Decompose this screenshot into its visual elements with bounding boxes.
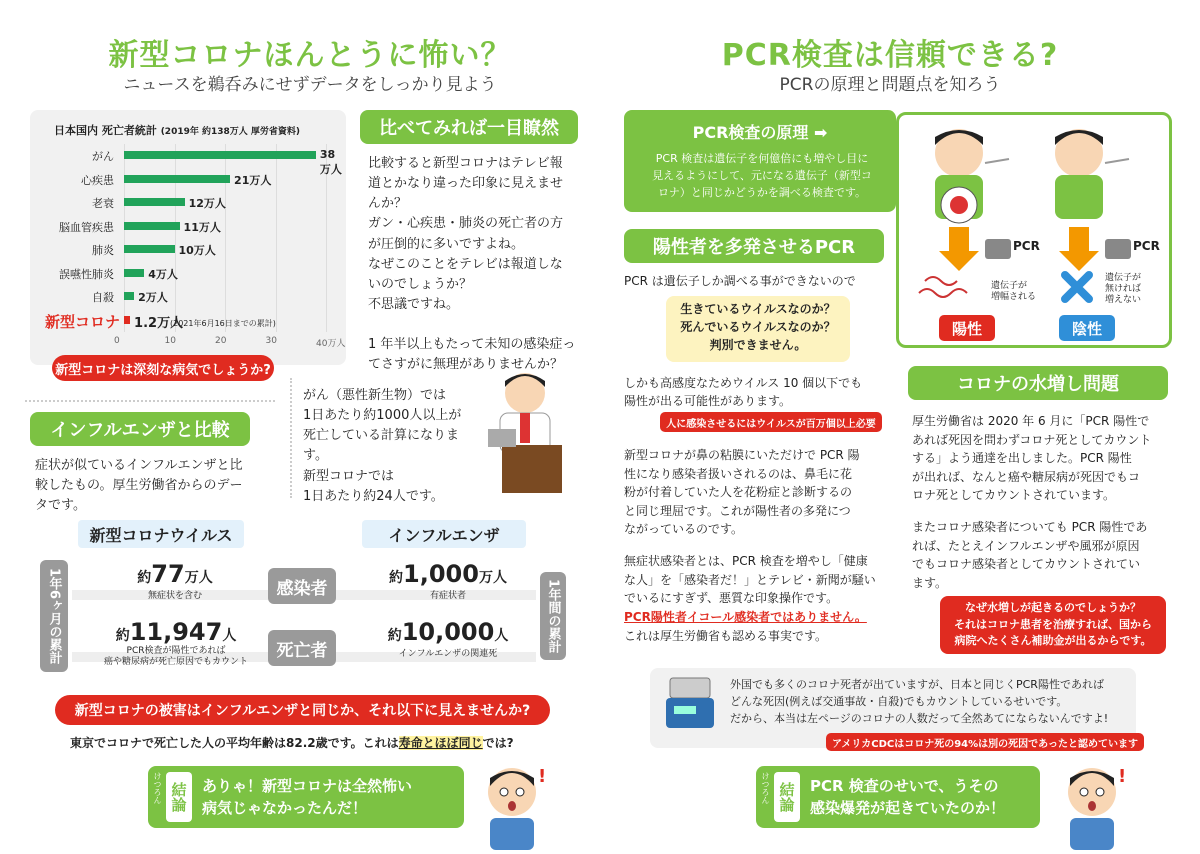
row-deaths: 死亡者 (268, 630, 336, 666)
compare-line: 比較すると新型コロナはテレビ報 (368, 156, 563, 171)
conclusion-ruby: けつろん (153, 772, 162, 804)
side-label-left: 1年6ヶ月の累計 (40, 560, 68, 672)
asym-line: でいるにすぎず、悪質な印象操作です。 (624, 591, 839, 606)
foreign-line: 外国でも多くのコロナ死者が出ていますが、日本と同じくPCR陽性であれば (730, 678, 1104, 691)
bar (124, 151, 316, 159)
conclusion-text (202, 776, 412, 820)
inflate-line: 厚生労働省は 2020 年 6 月に「PCR 陽性で (912, 414, 1150, 428)
asym-last: これは厚生労働省も認める事実です。 (624, 629, 828, 643)
side-label-right: 1年間の累計 (540, 572, 566, 660)
false-pos-intro: PCR は遺伝子しか調べる事ができないので (624, 274, 856, 288)
value-label: 1.2万人 (134, 315, 184, 331)
tick-label: 30 (265, 336, 277, 346)
value-label: 2万人 (138, 291, 168, 304)
principle-box (624, 110, 896, 212)
value-label: 11万人 (183, 220, 221, 234)
flu-infected: 約1,000万人 有症状者 (389, 560, 507, 601)
tokyo-text: 東京でコロナで死亡した人の平均年齢は82.2歳です。これは寿命とほぼ同じでは? (70, 736, 514, 750)
compare-line: 道とかなり違った印象に見えませ (368, 176, 564, 192)
right-conclusion-bubble (756, 766, 1040, 828)
value-label: 21万人 (234, 173, 272, 187)
chart-subtitle: (2019年 約138万人 厚労省資料) (160, 127, 301, 137)
compare-line: が圧倒的に多いですよね。 (368, 236, 525, 252)
conclusion-ruby-right: けつろん (761, 772, 770, 804)
compare-line: てさすがに無理がありませんか？ (368, 357, 564, 373)
conclusion-label: 結論 (166, 772, 192, 822)
gridline (175, 144, 176, 332)
pcr-label-1: PCR (1013, 239, 1040, 253)
col-flu: インフルエンザ (362, 520, 526, 548)
right-page-title: PCR検査は信頼できる? (721, 38, 1059, 73)
inflate-heading: コロナの水増し問題 (908, 366, 1168, 400)
inflate-line: する」よう通達を出しました。PCR 陽性 (912, 451, 1132, 466)
why-line: 病院へたくさん補助金が出るからです。 (954, 634, 1152, 648)
cancer-line: 1日あたり約1000人以上が (303, 408, 462, 424)
not-amplified-label (1105, 273, 1141, 305)
value-label: 10万人 (178, 244, 216, 257)
not-amplified-line: 無ければ (1105, 283, 1142, 294)
category-label: 心疾患 (81, 173, 114, 187)
foreign-text (730, 676, 1108, 727)
pcr-machine-icon (664, 676, 716, 736)
inflate-line: あれば死因を問わずコロナ死としてカウント (912, 432, 1152, 447)
pcr-label-2: PCR (1133, 239, 1160, 253)
inflate-line-2: れば、たとえインフルエンザや風邪が原因 (912, 538, 1140, 553)
flu-heading: インフルエンザと比較 (30, 412, 250, 446)
conclusion-label-right: 結論 (774, 772, 800, 822)
bar (124, 316, 130, 324)
sensitive-line: しかも高感度なためウイルス 10 個以下でも (624, 376, 863, 390)
principle-line: 見えるようにして、元になる遺伝子（新型コ (652, 169, 872, 183)
asym-text (624, 552, 876, 608)
amplified-line: 増幅される (991, 291, 1037, 302)
compare-line: ガン・心疾患・肺炎の死亡者の方 (368, 216, 564, 232)
divider (25, 400, 275, 402)
compare-heading: 比べてみれば一目瞭然 (360, 110, 578, 144)
principle-text (634, 150, 890, 201)
compare-text (368, 154, 582, 376)
doctor-illustration (480, 365, 575, 495)
negative-badge: 陰性 (1059, 315, 1115, 341)
not-amplified-line: 遺伝子が (1105, 273, 1142, 283)
flu-text (35, 456, 275, 516)
covid-infected: 約77万人 無症状を含む (137, 560, 213, 601)
amplified-label (991, 281, 1036, 303)
bar (124, 175, 230, 183)
cancer-line: 死亡している計算になります。 (303, 428, 460, 464)
covid-note: (2021年6月16日までの累計) (170, 319, 276, 328)
nose-line: 粉が付着していた人を花粉症と診断するの (624, 485, 853, 500)
bar (124, 245, 175, 253)
left-page-title: 新型コロナほんとうに怖い？ (108, 38, 512, 73)
inflate-text-2 (912, 518, 1147, 592)
yellow-line: 判別できません。 (709, 338, 807, 352)
why-callout (940, 596, 1166, 654)
category-label: がん (92, 150, 114, 163)
left-conclusion-bubble (148, 766, 464, 828)
inflate-text (912, 412, 1151, 505)
svg-text:!: ! (1118, 766, 1127, 787)
col-covid: 新型コロナウイルス (78, 520, 244, 548)
asym-line: 無症状感染者とは、PCR 検査を増やし「健康 (624, 554, 868, 568)
bar (124, 292, 134, 300)
asym-red: PCR陽性者イコール感染者ではありません。 (624, 610, 867, 624)
principle-line: PCR 検査は遺伝子を何億倍にも増やし目に (655, 152, 869, 165)
nose-line: 性になり感染者扱いされるのは、鼻毛に花 (624, 466, 853, 481)
yellow-callout (666, 296, 850, 362)
why-line: それはコロナ患者を治療すれば、国から (954, 617, 1152, 631)
category-label: 誤嚥性肺炎 (59, 267, 114, 281)
category-label: 老衰 (92, 197, 114, 210)
inflate-line-2: またコロナ感染者についても PCR 陽性であ (912, 520, 1148, 534)
compare-line: 1 年半以上もたって未知の感染症っ (368, 337, 576, 353)
conclusion-line: 病気じゃなかったんだ！ (202, 798, 368, 817)
tick-label: 10 (164, 336, 176, 346)
chart-panel (30, 110, 346, 365)
bar (124, 222, 180, 230)
conclusion-line-right: 感染爆発が起きていたのか！ (810, 798, 1006, 817)
compare-line: 不思議ですね。 (368, 296, 460, 312)
bar (124, 198, 185, 206)
arrow-right-icon: ➡ (813, 123, 828, 142)
chart-title: 日本国内 死亡者統計 (54, 124, 157, 137)
tick-label: 20 (215, 336, 227, 346)
pcr-illustration (896, 112, 1172, 348)
gridline (276, 144, 277, 332)
false-pos-heading: 陽性者を多発させるPCR (624, 229, 884, 263)
nose-text (624, 446, 860, 539)
compare-line (368, 315, 582, 335)
conclusion-line-right: PCR 検査のせいで、うその (810, 777, 999, 795)
category-label: 肺炎 (92, 244, 114, 257)
positive-badge: 陽性 (939, 315, 995, 341)
flu-deaths: 約10,000人 インフルエンザの関連死 (387, 618, 509, 659)
inflate-line: が出れば、なんと癌や糖尿病が死因でもコ (912, 469, 1141, 484)
cancer-line: がん（悪性新生物）では (303, 388, 447, 403)
damage-banner: 新型コロナの被害はインフルエンザと同じか、それ以下に見えませんか? (55, 695, 550, 725)
sensitive-text (624, 374, 862, 410)
category-label: 新型コロナ (44, 312, 120, 331)
gridline (225, 144, 226, 332)
tick-label: 40万人 (316, 339, 346, 349)
cancer-line: 新型コロナでは (303, 468, 395, 484)
foreign-line: どんな死因(例えば交通事故・自殺)でもカウントしているせいです。 (730, 695, 1068, 709)
nose-line: ながっているのです。 (624, 522, 744, 537)
conclusion-line: ありゃ！新型コロナは全然怖い (202, 777, 413, 795)
flu-line: タです。 (35, 498, 86, 514)
asym-line: な人」を「感染者だ！」とテレビ・新聞が騒い (624, 572, 876, 587)
row-infected: 感染者 (268, 568, 336, 604)
inflate-line-2: ます。 (912, 575, 948, 590)
amplified-line: 遺伝子が (991, 281, 1028, 291)
nose-line: 新型コロナが鼻の粘膜にいただけで PCR 陽 (624, 448, 860, 462)
principle-line: ロナ）と同じかどうかを調べる検査です。 (657, 186, 867, 200)
million-note: 人に感染させるにはウイルスが百万個以上必要 (660, 412, 882, 432)
flu-line: 較したもの。厚生労働省からのデー (35, 478, 243, 494)
cancer-text (303, 386, 483, 507)
value-label: 12万人 (188, 197, 226, 210)
svg-text:!: ! (538, 766, 547, 787)
nose-line: と同じ理屈です。これが陽性者の多発につ (624, 503, 851, 518)
foreign-line: だから、本当は左ページのコロナの人数だって全然あてにならないんですよ! (730, 712, 1109, 726)
compare-line: んか？ (368, 196, 408, 212)
compare-line: なぜこのことをテレビは報道しな (368, 256, 563, 272)
right-page-subtitle: PCRの原理と問題点を知ろう (779, 75, 1001, 95)
compare-line: いのでしょうか？ (368, 276, 473, 292)
bar (124, 269, 144, 277)
category-label: 脳血管疾患 (59, 220, 114, 234)
value-label: 4万人 (148, 267, 178, 281)
cdc-note: アメリカCDCはコロナ死の94%は別の死因であったと認めています (826, 733, 1144, 751)
cancer-line: 1日あたり約24人です。 (303, 488, 444, 504)
surprised-man-illustration-right (1060, 760, 1130, 850)
inflate-line: ロナ死としてカウントされています。 (912, 488, 1116, 503)
yellow-line: 死んでいるウイルスなのか？ (680, 320, 836, 334)
why-line: なぜ水増しが起きるのでしょうか？ (965, 601, 1141, 615)
surprised-man-illustration (480, 760, 550, 850)
chart-question-badge: 新型コロナは深刻な病気でしょうか? (52, 355, 274, 381)
category-label: 自殺 (92, 291, 114, 304)
value-label: 38万人 (319, 148, 342, 176)
yellow-line: 生きているウイルスなのか？ (680, 302, 836, 316)
covid-deaths: 約11,947人 PCR検査が陽性であれば 癌や糖尿病が死亡原因でもカウント (103, 618, 248, 667)
sensitive-line: 陽性が出る可能性があります。 (624, 394, 792, 408)
principle-heading: PCR検査の原理 ➡ (692, 123, 828, 142)
flu-line: 症状が似ているインフルエンザと比 (35, 458, 243, 473)
tick-label: 0 (114, 336, 120, 346)
inflate-line-2: でもコロナ感染者としてカウントされてい (912, 557, 1141, 572)
not-amplified-line: 増えない (1105, 294, 1142, 305)
gridline (124, 144, 125, 332)
conclusion-text-right (810, 776, 1005, 820)
left-page-subtitle: ニュースを鵜呑みにせずデータをしっかり見よう (123, 75, 497, 95)
